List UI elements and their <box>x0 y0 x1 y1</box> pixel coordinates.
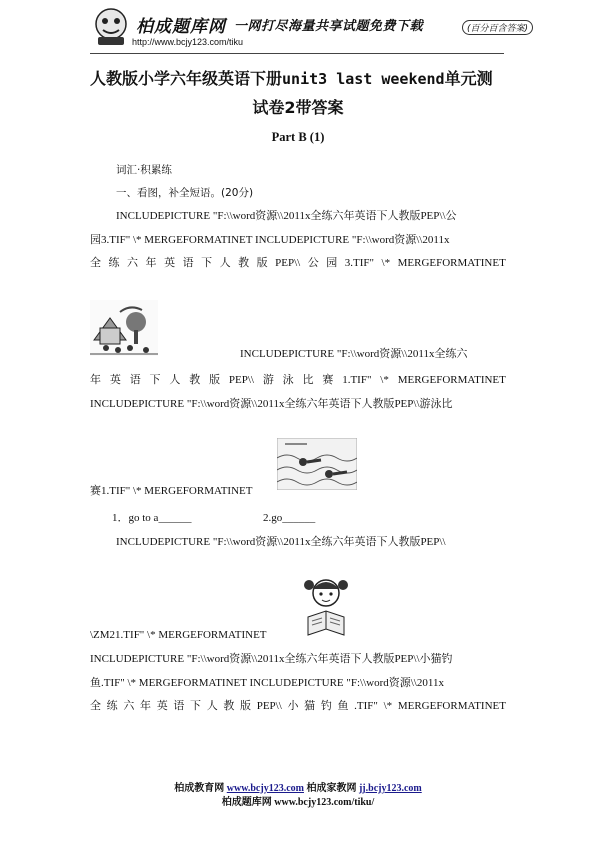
section-category: 词汇·积累练 <box>116 164 172 176</box>
word: 语 <box>129 374 141 386</box>
word: 全 <box>90 700 101 712</box>
page-title-line1: 人教版小学六年级英语下册unit3 last weekend单元测 <box>90 69 493 88</box>
site-slogan: 一网打尽海量共享试题免费下载 <box>234 19 424 34</box>
word: 园 <box>326 257 338 269</box>
word: 教 <box>238 257 250 269</box>
text-line-11: 鱼.TIF" \* MERGEFORMATINET INCLUDEPICTURE "F:\\word资源\\2011x <box>90 677 444 689</box>
footer-link-2[interactable]: jj.bcjy123.com <box>358 783 422 794</box>
word: 练 <box>108 257 120 269</box>
word: 人 <box>219 257 231 269</box>
word: .TIF" <box>354 700 378 712</box>
word: 版 <box>256 257 268 269</box>
word: 下 <box>190 700 202 712</box>
blank-1[interactable]: 1．go to a______ <box>112 512 192 524</box>
swimming-race-picture-icon <box>277 438 357 490</box>
text-line-10: INCLUDEPICTURE "F:\\word资源\\2011x全练六年英语下人教版PEP\\小猫钓 <box>90 653 453 665</box>
word: 赛 <box>322 374 334 386</box>
word: \* <box>380 374 389 386</box>
word: 教 <box>189 374 201 386</box>
word: MERGEFORMATINET <box>397 700 506 712</box>
word: PEP\\ <box>275 257 301 269</box>
girl-reading-picture-icon <box>300 573 352 639</box>
word: 年 <box>145 257 157 269</box>
page-title-line2: 试卷2带答案 <box>252 98 344 117</box>
word: 六 <box>127 257 139 269</box>
word: 练 <box>106 700 118 712</box>
text-line-5 <box>90 373 506 387</box>
footer-line-1 <box>0 779 596 794</box>
word: 泳 <box>282 374 294 386</box>
word: 公 <box>307 257 319 269</box>
footer-link-1[interactable]: www.bcjy123.com <box>226 783 304 794</box>
page-subtitle: Part B (1) <box>271 130 325 144</box>
text-line-8: INCLUDEPICTURE "F:\\word资源\\2011x全练六年英语下人教版PEP\\ <box>116 536 446 548</box>
header-url[interactable]: http://www.bcjy123.com/tiku <box>132 37 244 47</box>
word: 下 <box>149 374 161 386</box>
footer-label-1: 柏成教育网 <box>174 783 225 794</box>
text-line-12 <box>90 699 506 713</box>
word: 钓 <box>320 700 332 712</box>
footer-line-2: 柏成题库网 www.bcjy123.com/tiku/ <box>221 797 375 808</box>
question-heading: 一、看图，补全短语。(20分) <box>116 187 254 199</box>
word: MERGEFORMATINET <box>397 374 506 386</box>
word: 鱼 <box>337 700 349 712</box>
text-line-4: INCLUDEPICTURE "F:\\word资源\\2011x全练六 <box>240 348 468 360</box>
footer-label-2: 柏成家教网 <box>306 783 357 794</box>
word: 英 <box>164 257 176 269</box>
word: 年 <box>90 374 101 386</box>
word: 英 <box>156 700 168 712</box>
word: \* <box>383 700 393 712</box>
word: 人 <box>206 700 218 712</box>
word: 英 <box>109 374 121 386</box>
site-logo-icon <box>90 6 132 46</box>
word: 语 <box>182 257 194 269</box>
blank-2[interactable]: 2.go______ <box>263 512 316 524</box>
slogan-badge: (百分百含答案) <box>462 20 533 35</box>
header-divider <box>90 53 504 54</box>
word: 人 <box>169 374 181 386</box>
word: PEP\\ <box>228 374 254 386</box>
word: 比 <box>302 374 314 386</box>
word: 语 <box>173 700 185 712</box>
park-picture-icon <box>90 300 158 356</box>
word: 1.TIF" <box>342 374 372 386</box>
word: \* <box>381 257 391 269</box>
word: 六 <box>123 700 135 712</box>
word: 全 <box>90 257 101 269</box>
text-line-9: \ZM21.TIF" \* MERGEFORMATINET <box>90 629 267 641</box>
word: 小 <box>287 700 299 712</box>
text-line-1: INCLUDEPICTURE "F:\\word资源\\2011x全练六年英语下人教版PEP\\公 <box>116 210 457 222</box>
text-line-6: INCLUDEPICTURE "F:\\word资源\\2011x全练六年英语下人教版PEP\\游泳比 <box>90 398 453 410</box>
word: MERGEFORMATINET <box>397 257 506 269</box>
text-line-7: 赛1.TIF" \* MERGEFORMATINET <box>90 485 253 497</box>
word: 3.TIF" <box>344 257 375 269</box>
word: 游 <box>262 374 274 386</box>
word: 版 <box>209 374 221 386</box>
site-name: 柏成题库网 <box>136 17 226 37</box>
word: 年 <box>140 700 152 712</box>
word: 猫 <box>304 700 316 712</box>
word: 教 <box>223 700 235 712</box>
text-line-3 <box>90 256 506 270</box>
word: 版 <box>240 700 252 712</box>
text-line-2: 园3.TIF" \* MERGEFORMATINET INCLUDEPICTURE "F:\\word资源\\2011x <box>90 234 450 246</box>
word: 下 <box>201 257 213 269</box>
word: PEP\\ <box>256 700 282 712</box>
